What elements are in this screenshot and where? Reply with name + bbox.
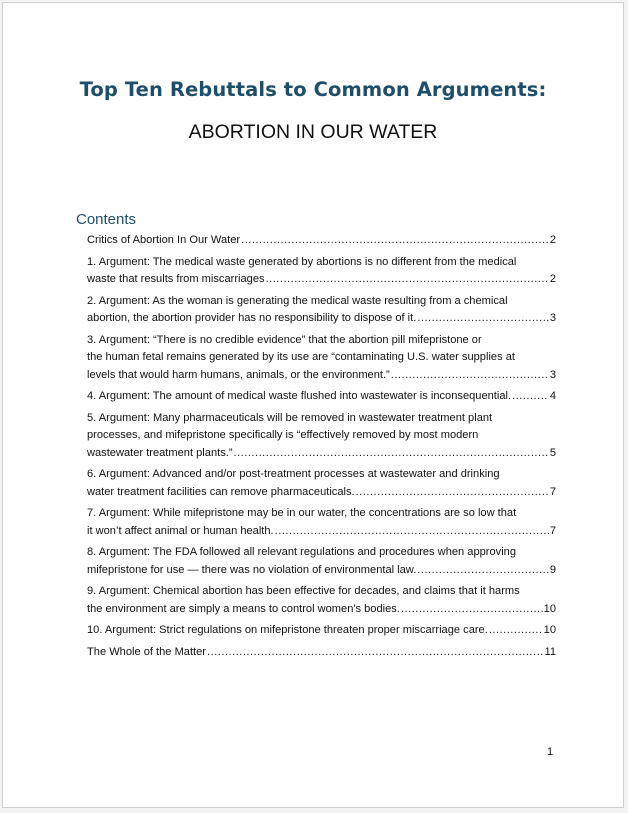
toc-entry-line — [87, 410, 556, 428]
toc-entry-text: waste that results from miscarriages — [87, 273, 265, 285]
toc-entry[interactable] — [87, 410, 556, 463]
toc-page-number: 4 — [549, 390, 556, 402]
toc-dot-leader — [391, 367, 549, 385]
toc-entry[interactable] — [87, 466, 556, 501]
toc-dot-leader — [234, 445, 549, 463]
toc-entry[interactable] — [87, 644, 556, 662]
toc-entry-line — [87, 523, 556, 541]
toc-entry-text: 5. Argument: Many pharmaceuticals will be removed in wastewater treatment plant — [87, 411, 493, 424]
toc-entry-line — [87, 583, 556, 601]
toc-entry[interactable] — [87, 388, 556, 406]
toc-entry[interactable] — [87, 583, 556, 618]
toc-entry-text: Critics of Abortion In Our Water — [87, 234, 241, 246]
toc-entry-line — [87, 349, 556, 367]
toc-entry-text: 10. Argument: Strict regulations on mifepristone threaten proper miscarriage care. — [87, 624, 488, 636]
toc-entry[interactable] — [87, 332, 556, 385]
document-subtitle: ABORTION IN OUR WATER — [188, 121, 438, 143]
toc-entry[interactable] — [87, 293, 556, 328]
toc-entry-line — [87, 466, 556, 484]
toc-entry[interactable] — [87, 505, 556, 540]
toc-page-number: 3 — [549, 368, 556, 381]
toc-dot-leader — [417, 310, 549, 328]
toc-entry-text: processes, and mifepristone specifically is “effectively removed by most modern — [87, 429, 479, 441]
toc-dot-leader — [401, 601, 543, 619]
toc-entry-text: water treatment facilities can remove pharmaceuticals. — [87, 485, 355, 498]
toc-entry-text: mifepristone for use — there was no violation of environmental law. — [87, 563, 417, 576]
toc-dot-leader — [512, 388, 549, 406]
toc-page-number: 10 — [543, 624, 556, 636]
toc-page-number: 9 — [549, 563, 556, 576]
toc-entry-line — [87, 427, 556, 445]
toc-page-number: 3 — [549, 312, 556, 324]
toc-entry-text: it won’t affect animal or human health. — [87, 524, 274, 537]
toc-entry-text: the environment are simply a means to control women's bodies. — [87, 602, 400, 615]
toc-entry[interactable] — [87, 254, 556, 289]
toc-page-number: 5 — [549, 446, 556, 459]
document-page — [2, 2, 624, 808]
toc-page-number: 7 — [549, 485, 556, 498]
toc-entry-line — [87, 601, 556, 619]
toc-entry-text: levels that would harm humans, animals, or the environment.” — [87, 368, 390, 381]
toc-dot-leader — [489, 622, 543, 640]
toc-dot-leader — [356, 484, 549, 502]
toc-entry-line — [87, 367, 556, 385]
toc-entry-text: 9. Argument: Chemical abortion has been effective for decades, and claims that it harms — [87, 585, 520, 597]
toc-page-number: 2 — [549, 234, 556, 246]
toc-entry-line — [87, 388, 556, 406]
toc-entry[interactable] — [87, 232, 556, 250]
toc-entry-text: 2. Argument: As the woman is generating the medical waste resulting from a chemical — [87, 294, 508, 307]
page-number: 1 — [547, 746, 554, 758]
contents-heading: Contents — [76, 211, 137, 228]
toc-page-number: 11 — [544, 645, 556, 658]
toc-entry-line — [87, 232, 556, 250]
toc-entry-line — [87, 484, 556, 502]
toc-entry-line — [87, 271, 556, 289]
toc-page-number: 10 — [543, 602, 556, 615]
toc-entry[interactable] — [87, 622, 556, 640]
toc-entry-text: 3. Argument: “There is no credible evidence” that the abortion pill mifepristone or — [87, 333, 482, 346]
toc-entry-text: the human fetal remains generated by its use are “contaminating U.S. water supplies at — [87, 351, 515, 363]
toc-dot-leader — [207, 644, 543, 662]
toc-entry-text: abortion, the abortion provider has no responsibility to dispose of it. — [87, 312, 417, 324]
toc-entry-line — [87, 562, 556, 580]
toc-entry-line — [87, 332, 556, 350]
toc-entry-line — [87, 293, 556, 311]
toc-entry-text: 6. Argument: Advanced and/or post-treatment processes at wastewater and drinking — [87, 468, 500, 480]
toc-dot-leader — [275, 523, 549, 541]
toc-entry-line — [87, 644, 556, 662]
toc-entry[interactable] — [87, 544, 556, 579]
toc-entry-line — [87, 254, 556, 272]
toc-entry-line — [87, 544, 556, 562]
toc-entry-text: 8. Argument: The FDA followed all relevant regulations and procedures when approving — [87, 546, 517, 558]
toc-entry-text: 4. Argument: The amount of medical waste flushed into wastewater is inconsequential. — [87, 390, 512, 402]
toc-entry-line — [87, 310, 556, 328]
toc-entry-text: The Whole of the Matter — [87, 645, 207, 658]
toc-dot-leader — [417, 562, 549, 580]
toc-entry-text: 7. Argument: While mifepristone may be in our water, the concentrations are so low that — [87, 507, 517, 519]
table-of-contents — [87, 232, 556, 665]
toc-entry-line — [87, 505, 556, 523]
document-title: Top Ten Rebuttals to Common Arguments: — [79, 78, 547, 101]
toc-dot-leader — [266, 271, 549, 289]
toc-entry-text: wastewater treatment plants.” — [87, 446, 233, 459]
toc-entry-line — [87, 622, 556, 640]
toc-entry-line — [87, 445, 556, 463]
toc-page-number: 7 — [549, 524, 556, 537]
toc-entry-text: 1. Argument: The medical waste generated by abortions is no different from the medical — [87, 255, 517, 268]
toc-page-number: 2 — [549, 273, 556, 285]
toc-dot-leader — [241, 232, 549, 250]
